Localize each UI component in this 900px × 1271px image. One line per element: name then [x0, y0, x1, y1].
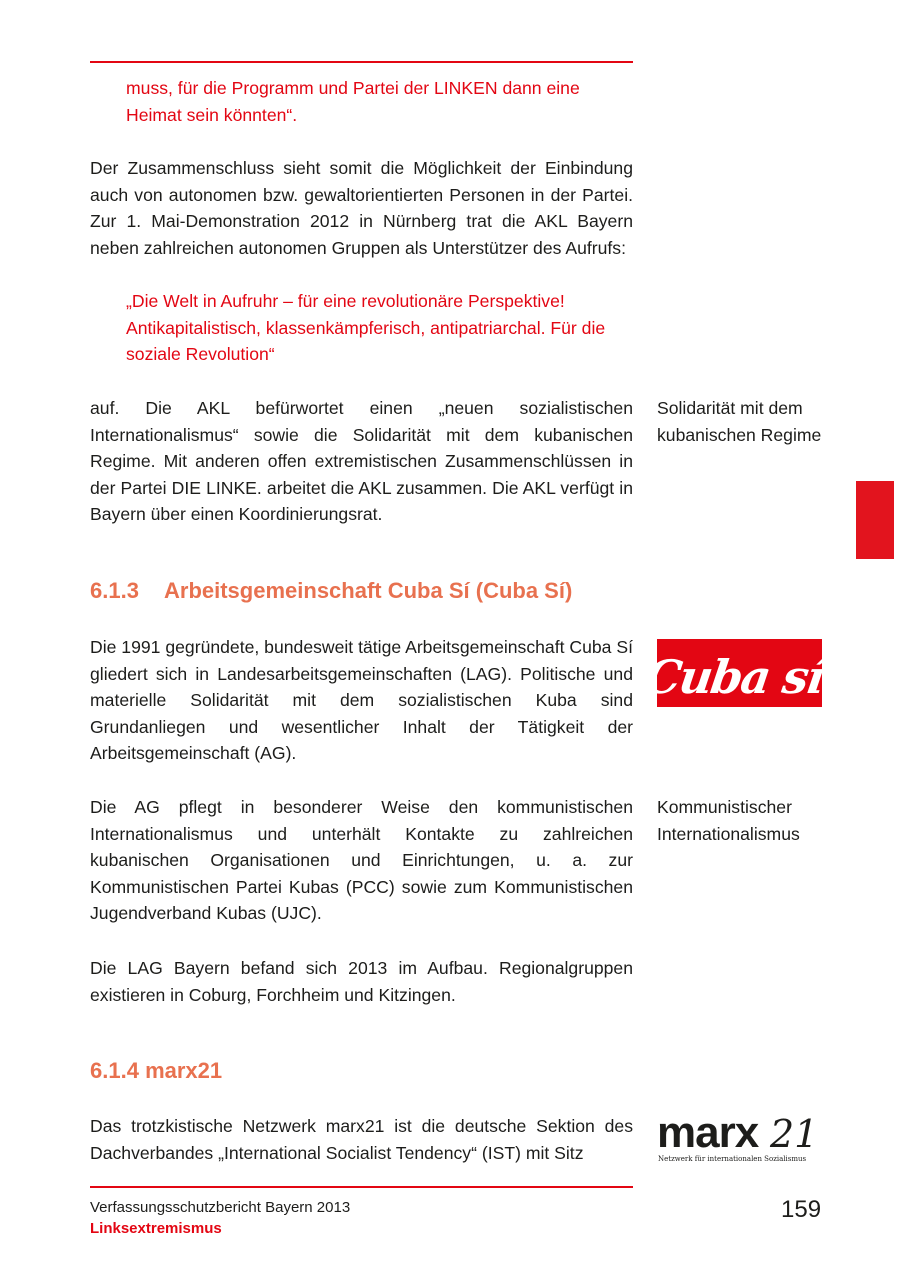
paragraph-marx21-intro: Das trotzkistische Netzwerk marx21 ist die deutsche Sektion des Dachverbandes „International Socialist Tendency“ (IST) mit Sitz: [90, 1116, 633, 1163]
quote-may-day: „Die Welt in Aufruhr – für eine revolutionäre Perspektive! Antikapitalistisch, klassenkämpferisch, antipatriarchal. Für die soziale Revolution“: [126, 291, 606, 365]
section-number: 6.1.3: [90, 578, 139, 603]
marx21-logo-number: 21: [770, 1112, 819, 1156]
section-number: 6.1.4: [90, 1058, 139, 1083]
page-number: 159: [781, 1196, 822, 1223]
paragraph-cuba-si-intro: Die 1991 gegründete, bundesweit tätige Arbeitsgemeinschaft Cuba Sí gliedert sich in Landesarbeitsgemeinschaften (LAG). Politische und materielle Solidarität mit dem sozialistischen Kuba sind Grundanliegen und wesentlicher Inhalt der Tätigkeit der Arbeitsgemeinschaft (AG).: [90, 637, 633, 764]
cuba-si-logo: [641, 639, 827, 707]
marx21-logo: [657, 1109, 822, 1165]
paragraph-akl-intro: Der Zusammenschluss sieht somit die Möglichkeit der Einbindung auch von autonomen bzw. gewaltorientierten Personen in der Partei. Zur 1. Mai-Demonstration 2012 in Nürnberg trat die AKL Bayern neben zahlreichen autonomen Gruppen als Unterstützer des Aufrufs:: [90, 158, 633, 258]
paragraph-akl-solidarity: auf. Die AKL befürwortet einen „neuen sozialistischen Internationalismus“ sowie die Solidarität mit dem kubanischen Regime. Mit anderen offen extremistischen Zusammenschlüssen in der Partei DIE LINKE. arbeitet die AKL zusammen. Die AKL verfügt in Bayern über einen Koordinierungsrat.: [90, 398, 633, 525]
paragraph-lag-bayern: Die LAG Bayern befand sich 2013 im Aufbau. Regionalgruppen existieren in Coburg, Forchheim und Kitzingen.: [90, 958, 633, 1005]
section-title: marx21: [145, 1058, 223, 1083]
marx21-logo-word: marx: [657, 1108, 759, 1157]
top-divider: [90, 61, 633, 63]
cuba-si-logo-text: Cuba sí: [641, 650, 827, 704]
margin-note-internationalism: Kommunistischer Internationalismus: [657, 797, 800, 844]
footer-divider: [90, 1186, 633, 1188]
section-heading-marx21: [90, 1058, 222, 1084]
marx21-logo-tagline: Netzwerk für internationalen Sozialismus: [658, 1155, 807, 1163]
section-title: Arbeitsgemeinschaft Cuba Sí (Cuba Sí): [164, 578, 573, 603]
chapter-tab-marker: [856, 481, 894, 559]
footer-report-title: Verfassungsschutzbericht Bayern 2013: [90, 1199, 351, 1216]
paragraph-internationalism: Die AG pflegt in besonderer Weise den kommunistischen Internationalismus und unterhält Kontakte zu zahlreichen kubanischen Organisationen und Einrichtungen, u. a. zur Kommunistischen Partei Kubas (PCC) sowie zum Kommunistischen Jugendverband Kubas (UJC).: [90, 797, 633, 924]
footer-chapter-title: Linksextremismus: [90, 1220, 222, 1237]
section-heading-cuba-si: [90, 578, 572, 604]
quote-top: muss, für die Programm und Partei der LINKEN dann eine Heimat sein könnten“.: [126, 78, 580, 125]
margin-note-solidarity: Solidarität mit dem kubanischen Regime: [657, 398, 822, 445]
